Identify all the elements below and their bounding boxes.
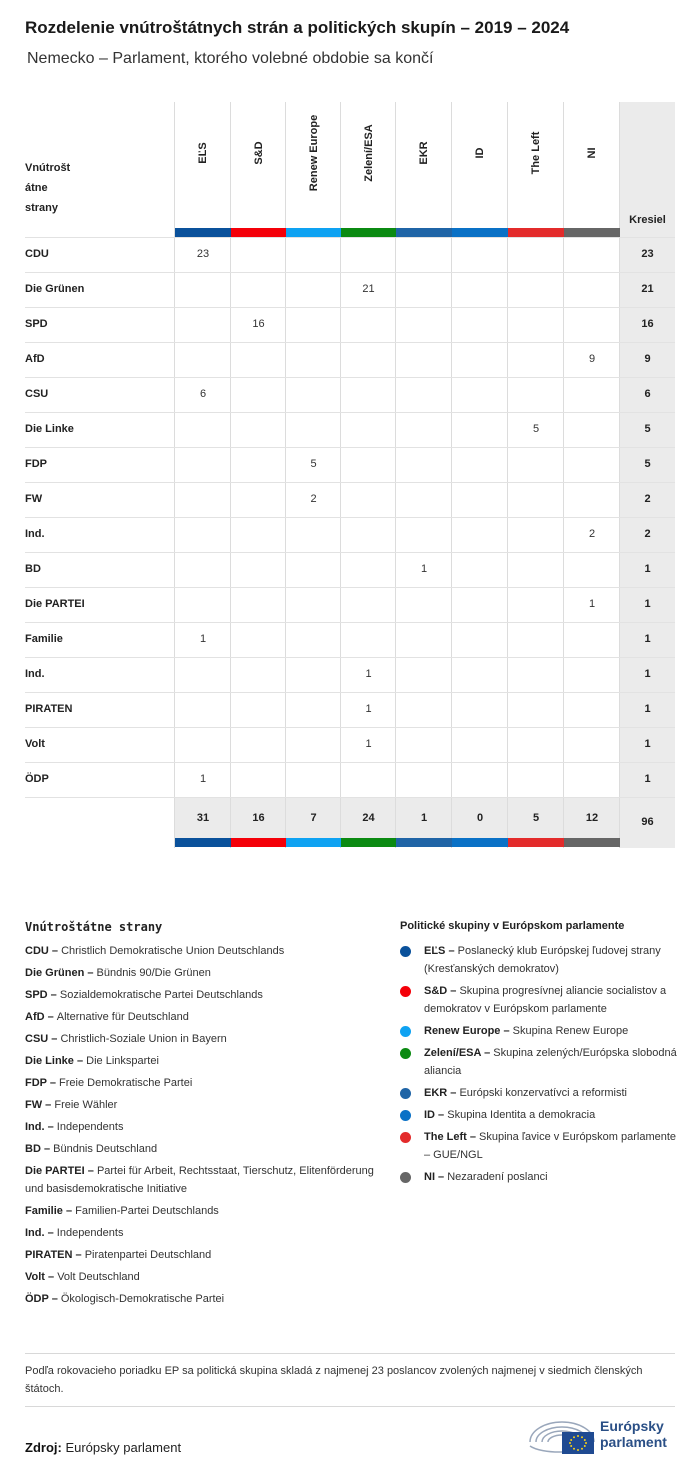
party-legend-item: CSU – Christlich-Soziale Union in Bayern	[25, 1033, 227, 1045]
row-header-label: átne	[25, 182, 48, 194]
column-divider	[174, 102, 175, 848]
group-color-bar-bottom	[564, 838, 620, 847]
group-color-bar-bottom	[396, 838, 452, 847]
group-header-4: EKR	[418, 141, 430, 165]
hemicycle-icon	[528, 1414, 596, 1458]
group-legend	[400, 920, 680, 1190]
group-legend-item: The Left – Skupina ľavice v Európskom parlamente – GUE/NGL	[400, 1128, 680, 1164]
group-total: 16	[252, 812, 265, 824]
seat-count: 5	[644, 458, 651, 470]
table-cell: 2	[588, 528, 596, 540]
row-divider	[25, 377, 675, 378]
color-dot-icon	[400, 946, 411, 957]
group-total: 5	[532, 812, 540, 824]
party-label: FW	[25, 493, 43, 505]
seat-count: 21	[641, 283, 654, 295]
group-color-bar-bottom	[341, 838, 396, 847]
group-legend-item: Zelení/ESA – Skupina zelených/Európska slobodná aliancia	[400, 1044, 680, 1080]
group-color-bar	[564, 228, 620, 237]
row-divider	[25, 552, 675, 553]
column-divider	[451, 102, 452, 848]
table-cell: 1	[365, 738, 372, 750]
color-dot-icon	[400, 1110, 411, 1121]
group-total: 24	[362, 812, 375, 824]
table-cell: 16	[252, 318, 265, 330]
group-color-bar-bottom	[175, 838, 231, 847]
table-cell: 1	[199, 633, 207, 645]
seat-count: 9	[644, 353, 651, 365]
party-label: CDU	[25, 248, 49, 260]
party-legend-item: FW – Freie Wähler	[25, 1099, 118, 1111]
ep-logo	[528, 1414, 678, 1458]
group-color-bar-bottom	[286, 838, 341, 847]
party-legend-item: Volt – Volt Deutschland	[25, 1271, 140, 1283]
seat-count: 1	[644, 563, 651, 575]
party-legend-item: CDU – Christlich Demokratische Union Deutschlands	[25, 945, 285, 957]
group-legend-item: S&D – Skupina progresívnej aliancie socialistov a demokratov v Európskom parlamente	[400, 982, 680, 1018]
logo-text: Európsky parlament	[600, 1418, 667, 1450]
party-legend-item: FDP – Freie Demokratische Partei	[25, 1077, 193, 1089]
seat-count: 2	[644, 493, 651, 505]
party-legend-item: PIRATEN – Piratenpartei Deutschland	[25, 1249, 212, 1261]
source-line	[25, 1440, 181, 1455]
column-divider	[230, 102, 231, 848]
column-divider	[507, 102, 508, 848]
party-label: SPD	[25, 318, 48, 330]
row-header-label: strany	[25, 202, 59, 214]
color-dot-icon	[400, 1026, 411, 1037]
party-label: Die PARTEI	[25, 598, 85, 610]
seat-count: 1	[644, 598, 651, 610]
party-legend-item: Ind. – Independents	[25, 1227, 124, 1239]
party-label: AfD	[25, 353, 45, 365]
group-color-bar	[175, 228, 231, 237]
row-divider	[25, 762, 675, 763]
seats-header: Kresiel	[629, 214, 666, 226]
group-legend-title: Politické skupiny v Európskom parlamente	[400, 920, 625, 932]
group-total: 0	[476, 812, 484, 824]
party-legend-item: ÖDP – Ökologisch-Demokratische Partei	[25, 1293, 225, 1305]
group-color-bar-bottom	[231, 838, 286, 847]
group-total: 12	[585, 812, 599, 824]
column-divider	[563, 102, 564, 848]
group-color-bar	[396, 228, 452, 237]
seat-count: 23	[641, 248, 654, 260]
group-total: 7	[310, 812, 317, 824]
total-seats: 96	[641, 816, 654, 828]
table-cell: 23	[196, 248, 210, 260]
group-color-bar	[286, 228, 341, 237]
group-legend-item: EĽS – Poslanecký klub Európskej ľudovej strany (Kresťanských demokratov)	[400, 942, 680, 978]
party-label: Ind.	[25, 528, 45, 540]
seat-count: 2	[644, 528, 651, 540]
group-header-1: S&D	[252, 141, 265, 165]
party-label: CSU	[25, 388, 49, 400]
party-label: Ind.	[25, 668, 45, 680]
row-divider	[25, 307, 675, 308]
table-cell: 21	[362, 283, 375, 295]
row-divider	[25, 237, 675, 238]
group-header-3: Zelení/ESA	[362, 124, 375, 182]
party-label: FDP	[25, 458, 47, 470]
table-cell: 1	[365, 703, 372, 715]
seat-count: 1	[644, 773, 651, 785]
party-legend-item: SPD – Sozialdemokratische Partei Deutschlands	[25, 989, 263, 1001]
party-legend-item: AfD – Alternative für Deutschland	[25, 1011, 189, 1023]
group-legend-item: Renew Europe – Skupina Renew Europe	[400, 1022, 680, 1040]
party-legend-item: BD – Bündnis Deutschland	[25, 1143, 158, 1155]
seat-count: 1	[644, 703, 651, 715]
party-label: Die Grünen	[25, 283, 85, 295]
group-color-bar	[508, 228, 564, 237]
table-cell: 1	[588, 598, 596, 610]
divider	[25, 1406, 675, 1407]
source-value: Európsky parlament	[65, 1440, 182, 1455]
party-legend-item: Die PARTEI – Partei für Arbeit, Rechtsstaat, Tierschutz, Elitenförderung und basisdemokratische Initiative	[25, 1165, 374, 1195]
party-label: Familie	[25, 633, 63, 645]
table-cell: 5	[532, 423, 540, 435]
party-legend	[25, 920, 385, 1312]
group-header-2: Renew Europe	[307, 114, 320, 192]
divider	[25, 1353, 675, 1354]
group-header-6: The Left	[530, 131, 542, 175]
party-legend-title: Vnútroštátne strany	[25, 920, 163, 934]
color-dot-icon	[400, 1048, 411, 1059]
table-cell: 2	[310, 493, 317, 505]
row-divider	[25, 482, 675, 483]
page-title: Rozdelenie vnútroštátnych strán a politických skupín – 2019 – 2024	[25, 18, 570, 37]
group-header-5: ID	[474, 147, 486, 159]
footnote: Podľa rokovacieho poriadku EP sa politická skupina skladá z najmenej 23 poslancov zvolených najmenej v siedmich členských štátoch.	[25, 1365, 643, 1395]
party-label: Volt	[25, 738, 45, 750]
row-divider	[25, 622, 675, 623]
color-dot-icon	[400, 1172, 411, 1183]
party-label: ÖDP	[25, 773, 49, 785]
table-cell: 1	[420, 563, 428, 575]
party-legend-item: Familie – Familien-Partei Deutschlands	[25, 1205, 219, 1217]
party-legend-item: Die Linke – Die Linkspartei	[25, 1055, 159, 1067]
table-cell: 1	[199, 773, 207, 785]
group-header-7: NI	[586, 147, 598, 159]
row-header-label: Vnútrošt	[25, 162, 71, 174]
party-label: PIRATEN	[25, 703, 73, 715]
source-label: Zdroj:	[25, 1440, 62, 1455]
party-label: BD	[25, 563, 41, 575]
group-total: 1	[420, 812, 428, 824]
group-legend-item: ID – Skupina Identita a demokracia	[400, 1106, 680, 1124]
group-legend-item: EKR – Európski konzervatívci a reformisti	[400, 1084, 680, 1102]
color-dot-icon	[400, 1132, 411, 1143]
party-legend-item: Ind. – Independents	[25, 1121, 124, 1133]
table-cell: 9	[588, 353, 596, 365]
color-dot-icon	[400, 986, 411, 997]
seat-count: 1	[644, 668, 651, 680]
group-color-bar	[452, 228, 508, 237]
party-label: Die Linke	[25, 423, 74, 435]
seat-count: 1	[644, 738, 651, 750]
group-color-bar	[231, 228, 286, 237]
table-cell: 5	[310, 458, 317, 470]
seat-count: 1	[644, 633, 651, 645]
group-color-bar	[341, 228, 396, 237]
group-total: 31	[196, 812, 210, 824]
group-color-bar-bottom	[452, 838, 508, 847]
seat-count: 16	[641, 318, 654, 330]
group-header-0: EĽS	[197, 142, 209, 164]
group-color-bar-bottom	[508, 838, 564, 847]
seat-count: 5	[644, 423, 651, 435]
row-divider	[25, 447, 675, 448]
color-dot-icon	[400, 1088, 411, 1099]
group-legend-item: NI – Nezaradení poslanci	[400, 1168, 680, 1186]
party-legend-item: Die Grünen – Bündnis 90/Die Grünen	[25, 967, 211, 979]
table-cell: 6	[199, 388, 207, 400]
table-cell: 1	[365, 668, 372, 680]
seat-count: 6	[644, 388, 651, 400]
page-subtitle: Nemecko – Parlament, ktorého volebné obdobie sa končí	[27, 50, 434, 67]
row-divider	[25, 412, 675, 413]
